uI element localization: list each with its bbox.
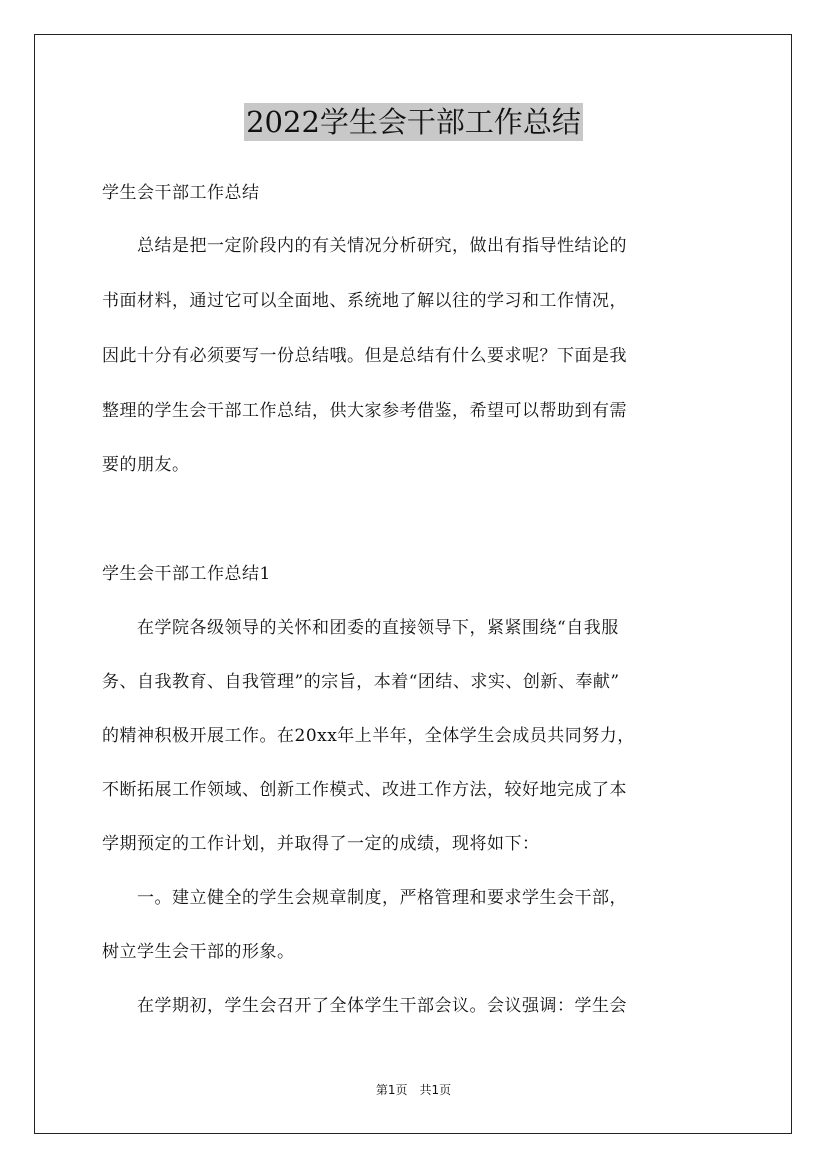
intro-line: 书面材料，通过它可以全面地、系统地了解以往的学习和工作情况， — [102, 291, 627, 311]
paragraph-line: 在学期初，学生会召开了全体学生干部会议。会议强调：学生会 — [102, 996, 627, 1016]
document-subtitle: 学生会干部工作总结 — [102, 183, 260, 203]
paragraph-line: 在学院各级领导的关怀和团委的直接领导下，紧紧围绕“自我服 — [102, 618, 619, 638]
document-title: 2022学生会干部工作总结 — [246, 105, 581, 139]
page-footer: 第1页 共1页 — [375, 1083, 452, 1097]
intro-line: 因此十分有必须要写一份总结哦。但是总结有什么要求呢？下面是我 — [102, 346, 627, 366]
paragraph-line: 学期预定的工作计划，并取得了一定的成绩，现将如下： — [102, 834, 540, 854]
intro-line: 要的朋友。 — [102, 455, 190, 475]
intro-line: 整理的学生会干部工作总结，供大家参考借鉴，希望可以帮助到有需 — [102, 401, 627, 421]
paragraph-line: 务、自我教育、自我管理”的宗旨，本着“团结、求实、创新、奉献” — [102, 672, 620, 692]
intro-line: 总结是把一定阶段内的有关情况分析研究，做出有指导性结论的 — [102, 236, 627, 256]
paragraph-line: 不断拓展工作领域、创新工作模式、改进工作方法，较好地完成了本 — [102, 780, 627, 800]
list-item-line: 树立学生会干部的形象。 — [102, 942, 295, 962]
paragraph-line: 的精神积极开展工作。在20xx年上半年，全体学生会成员共同努力， — [102, 726, 635, 746]
section-heading: 学生会干部工作总结1 — [102, 564, 271, 584]
list-item-line: 一。建立健全的学生会规章制度，严格管理和要求学生会干部， — [102, 888, 627, 908]
title-wrap — [0, 103, 827, 141]
